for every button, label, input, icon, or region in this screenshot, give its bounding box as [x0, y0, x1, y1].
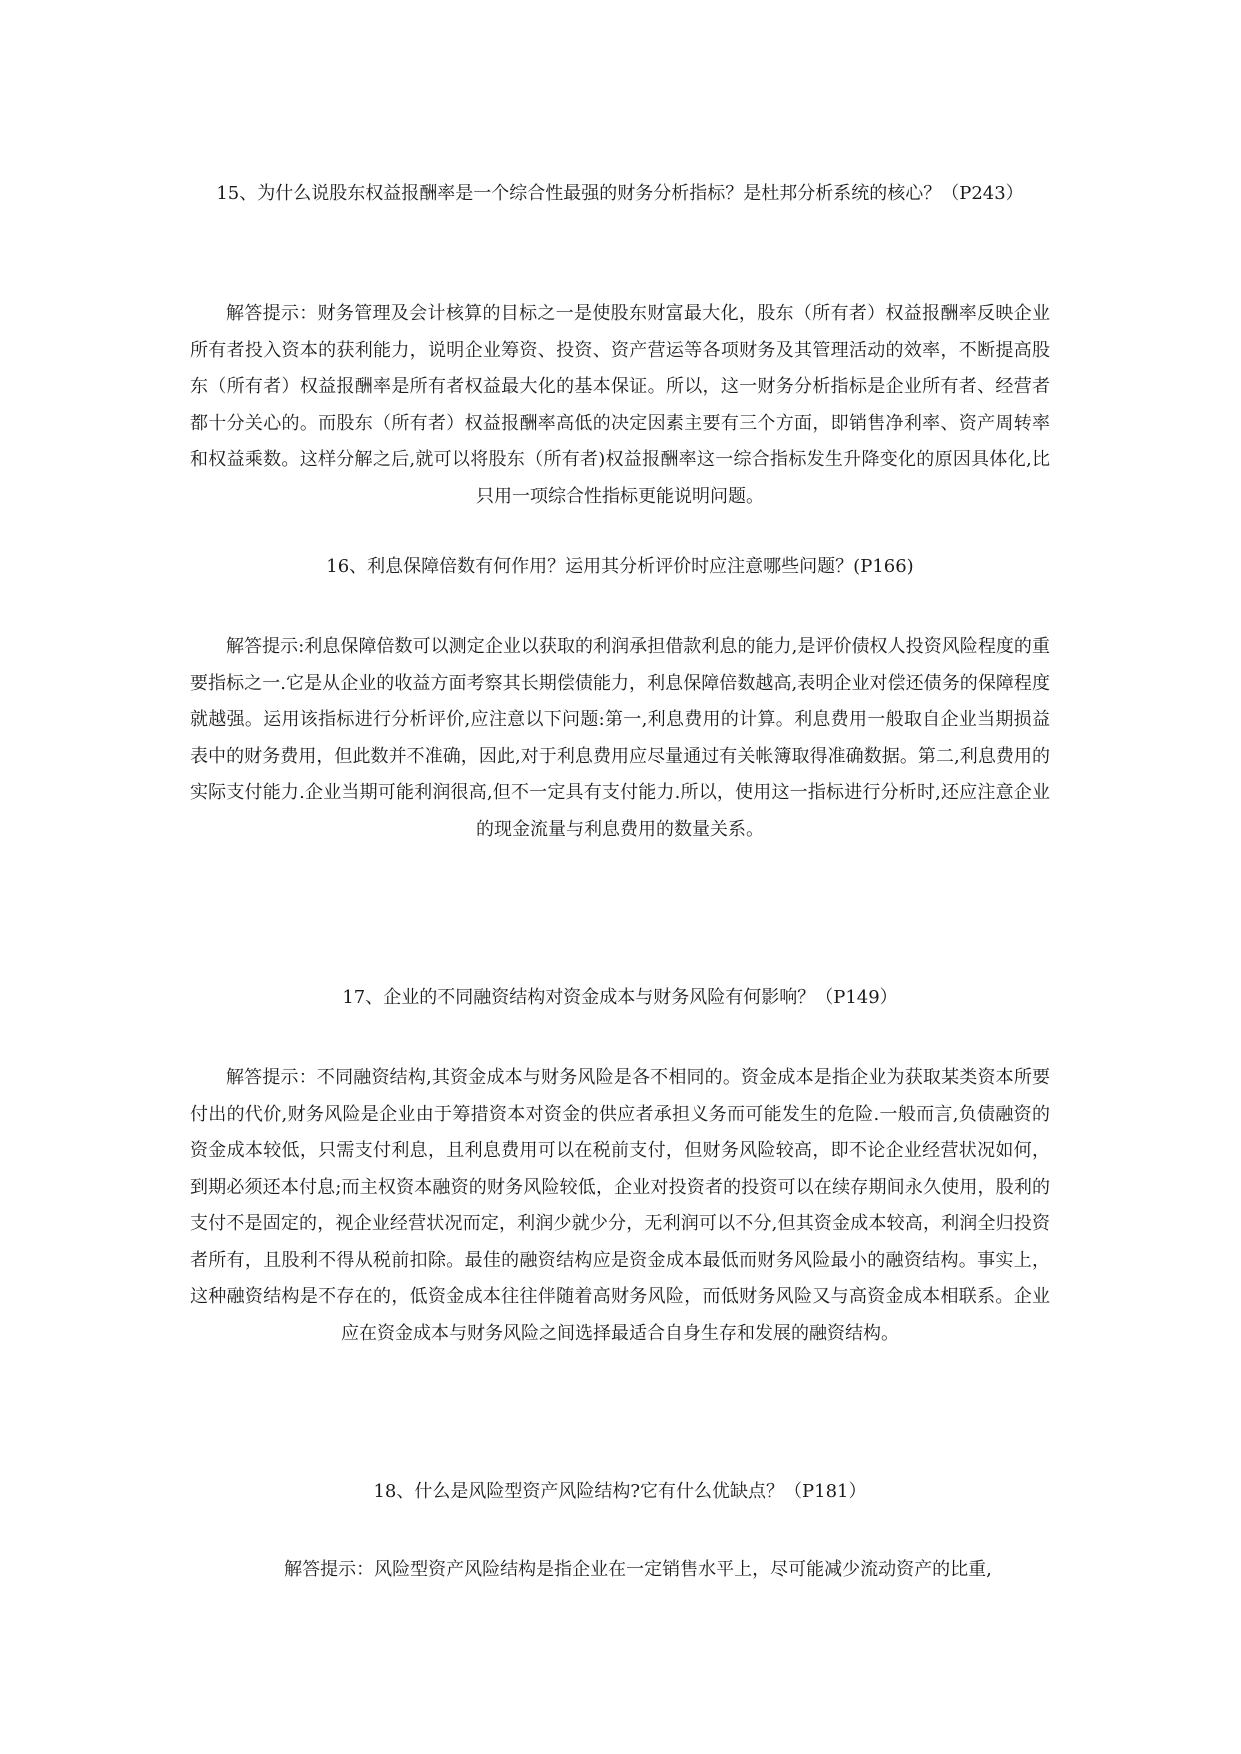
question-heading: 16、利息保障倍数有何作用？运用其分析评价时应注意哪些问题？(P166) [326, 556, 914, 577]
question-heading: 18、什么是风险型资产风险结构?它有什么优缺点？（P181） [373, 1481, 867, 1502]
answer-paragraph: 解答提示:利息保障倍数可以测定企业以获取的利润承担借款利息的能力,是评价债权人投资风险程度的重要指标之一.它是从企业的收益方面考察其长期偿债能力，利息保障倍数越高,表明企业对偿还债务的保障程度就越强。运用该指标进行分析评价,应注意以下问题:第一,利息费用的计算。利息费用一般取自企业当期损益表中的财务费用，但此数并不准确，因此,对于利息费用应尽量通过有关帐簿取得准确数据。第二,利息费用的实际支付能力.企业当期可能利润很高,但不一定具有支付能力.所以，使用这一指标进行分析时,还应注意企业的现金流量与利息费用的数量关系。 [190, 636, 1050, 840]
answer-paragraph: 解答提示：不同融资结构,其资金成本与财务风险是各不相同的。资金成本是指企业为获取某类资本所要付出的代价,财务风险是企业由于筹措资本对资金的供应者承担义务而可能发生的危险.一般而言,负债融资的资金成本较低，只需支付利息，且利息费用可以在税前支付，但财务风险较高，即不论企业经营状况如何，到期必须还本付息;而主权资本融资的财务风险较低，企业对投资者的投资可以在续存期间永久使用，股利的支付不是固定的，视企业经营状况而定，利润少就少分，无利润可以不分,但其资金成本较高，利润全归投资者所有，且股利不得从税前扣除。最佳的融资结构应是资金成本最低而财务风险最小的融资结构。事实上，这种融资结构是不存在的，低资金成本往往伴随着高财务风险，而低财务风险又与高资金成本相联系。企业应在资金成本与财务风险之间选择最适合自身生存和发展的融资结构。 [190, 1067, 1050, 1344]
answer-paragraph: 解答提示：风险型资产风险结构是指企业在一定销售水平上，尽可能减少流动资产的比重, [284, 1559, 992, 1580]
answer-paragraph: 解答提示：财务管理及会计核算的目标之一是使股东财富最大化，股东（所有者）权益报酬率反映企业所有者投入资本的获利能力，说明企业筹资、投资、资产营运等各项财务及其管理活动的效率，不断提高股东（所有者）权益报酬率是所有者权益最大化的基本保证。所以，这一财务分析指标是企业所有者、经营者都十分关心的。而股东（所有者）权益报酬率高低的决定因素主要有三个方面，即销售净利率、资产周转率和权益乘数。这样分解之后,就可以将股东（所有者)权益报酬率这一综合指标发生升降变化的原因具体化,比只用一项综合性指标更能说明问题。 [190, 303, 1050, 507]
question-heading: 15、为什么说股东权益报酬率是一个综合性最强的财务分析指标？是杜邦分析系统的核心？（P243） [216, 183, 1024, 204]
question-heading: 17、企业的不同融资结构对资金成本与财务风险有何影响？（P149） [342, 987, 898, 1008]
